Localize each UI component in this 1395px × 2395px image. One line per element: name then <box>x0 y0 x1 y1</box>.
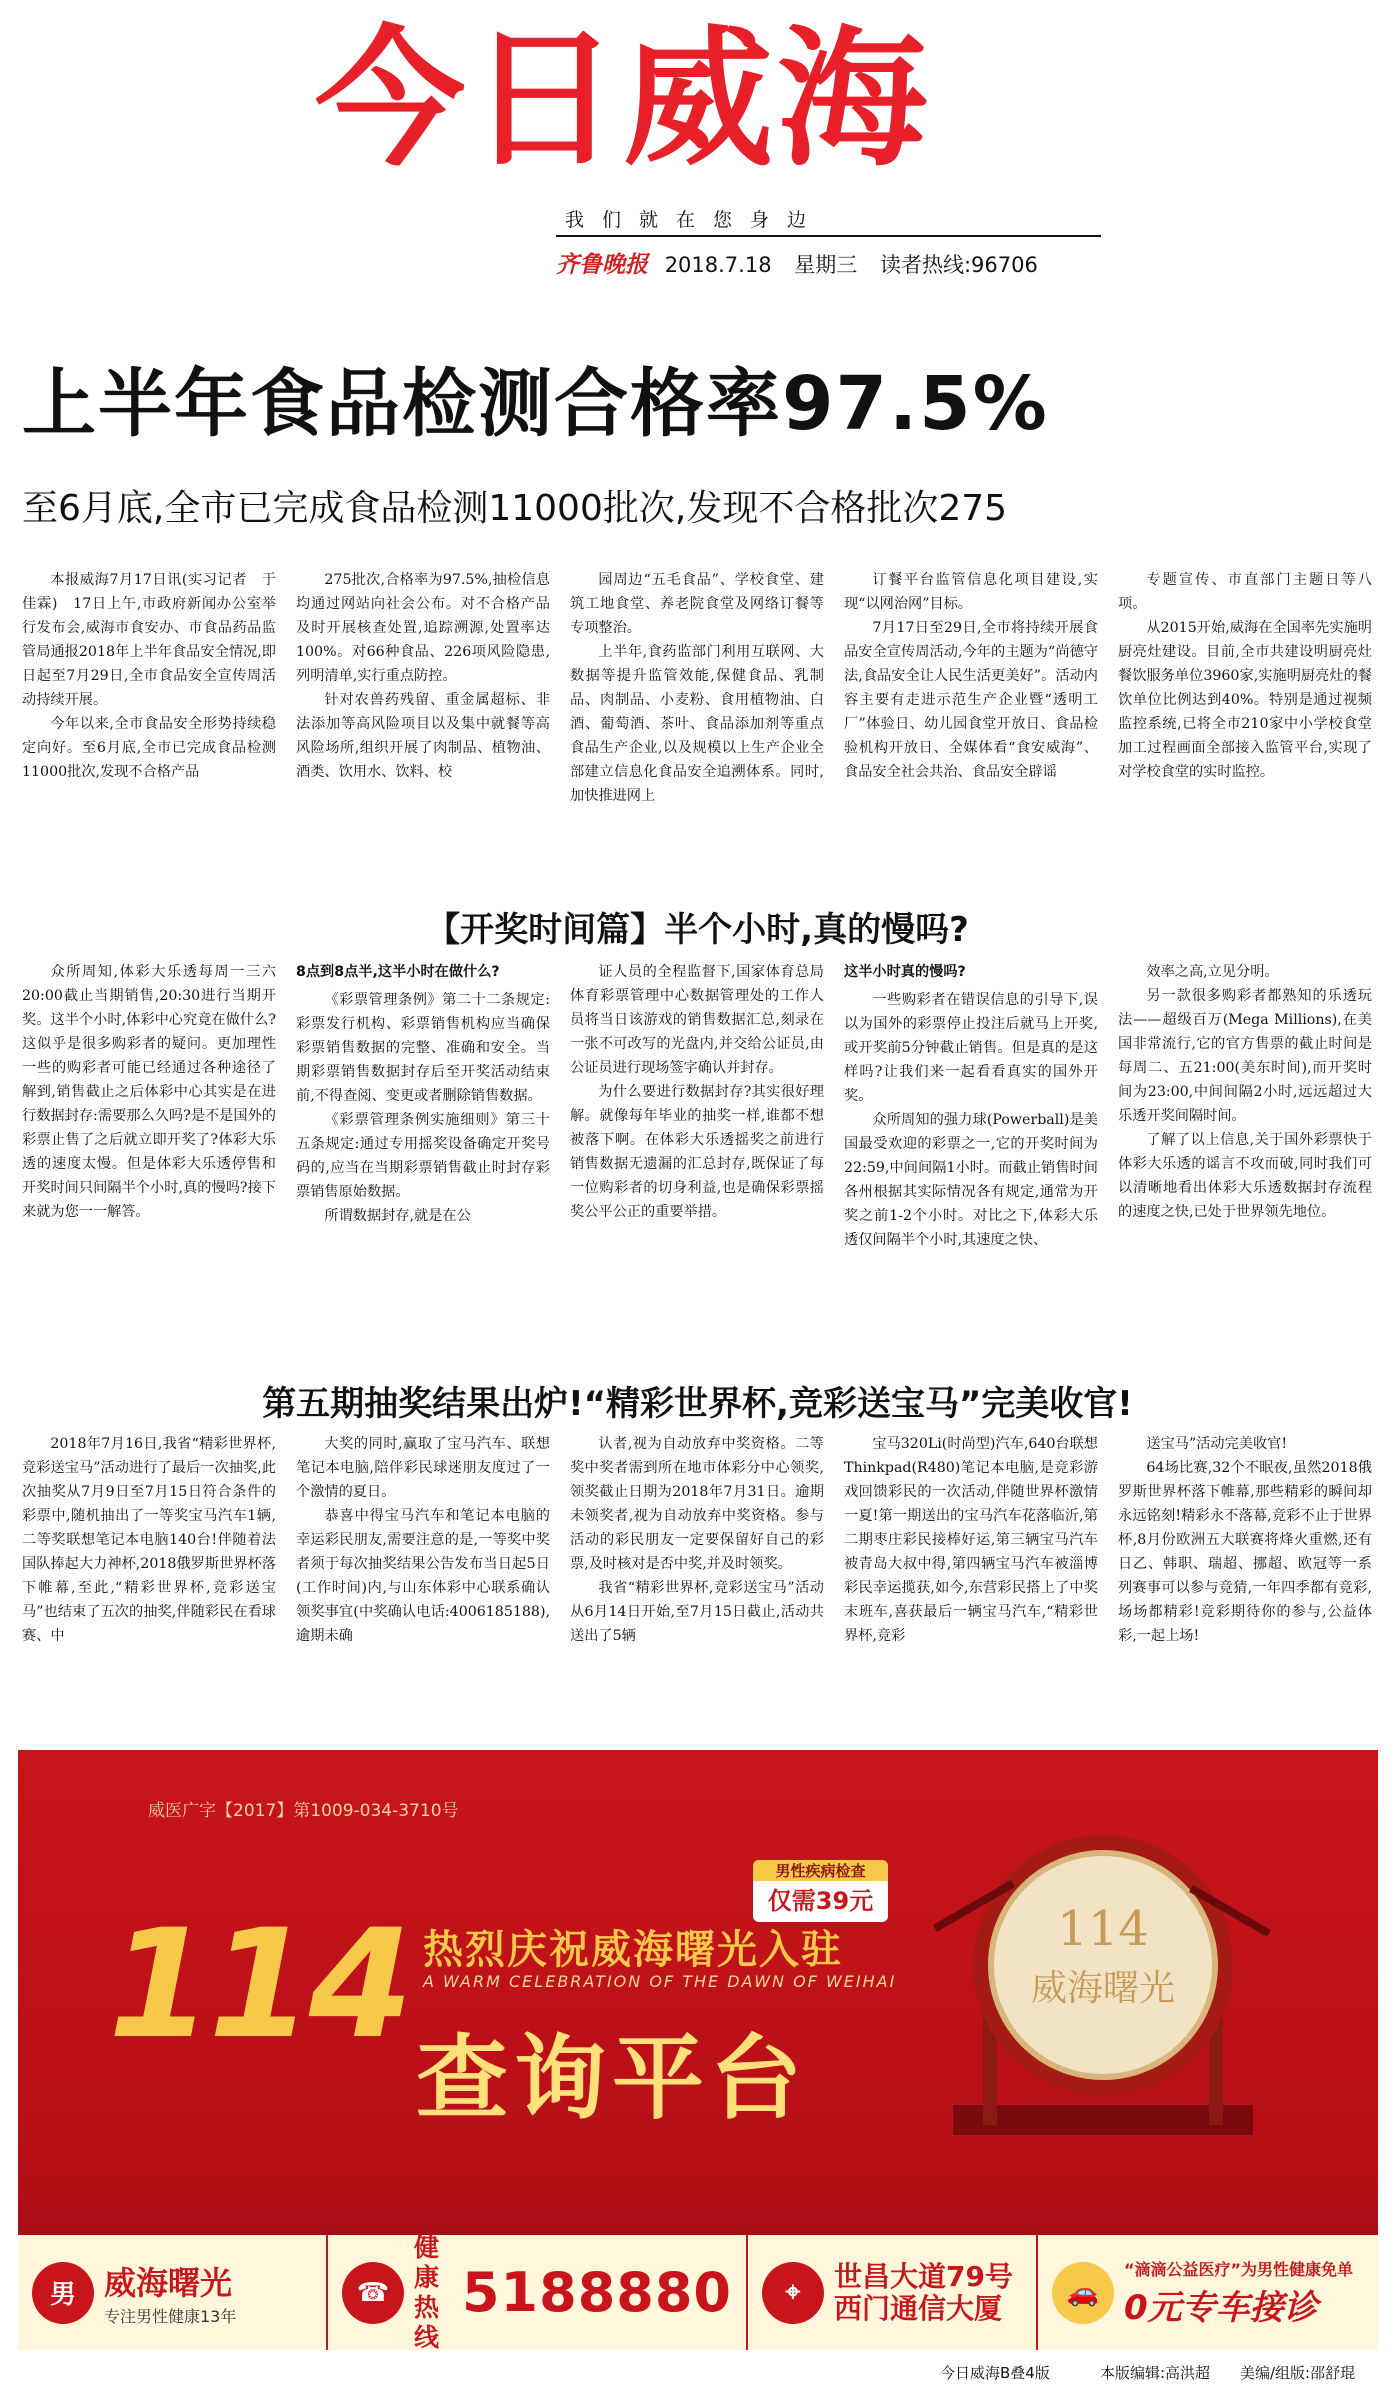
article3-column-3 <box>570 1432 824 1742</box>
location-pin-icon: ⌖ <box>762 2262 824 2324</box>
paragraph: 《彩票管理条例》第二十二条规定:彩票发行机构、彩票销售机构应当确保彩票销售数据的完整、准确和安全。当期彩票销售数据封存后至开奖活动结束前,不得查阅、变更或者删除销售数据。 <box>296 992 550 1104</box>
reader-hotline: 读者热线:96706 <box>879 253 1038 277</box>
brand-name: 威海曙光 <box>104 2264 233 2302</box>
paragraph: 本报威海7月17日讯(实习记者 于佳霖) 17日上午,市政府新闻办公室举行发布会,威海市食安办、市食品药品监管局通报2018年上半年食品安全情况,即日起至7月29日,全市食品安全宣传周活动持续开展。 <box>22 572 276 708</box>
paragraph: 专题宣传、市直部门主题日等八项。 <box>1118 572 1372 612</box>
paper-logo: 齐鲁晚报 <box>556 251 648 278</box>
article3-column-2 <box>296 1432 550 1742</box>
article1-column-4 <box>844 568 1098 898</box>
paragraph: 效率之高,立见分明。 <box>1146 964 1279 980</box>
article3-title: 第五期抽奖结果出炉!“精彩世界杯,竞彩送宝马”完美收官! <box>262 1384 1133 1424</box>
ad-big-number: 114 <box>108 1898 410 2072</box>
hotline-number[interactable]: 5188880 <box>461 2261 732 2324</box>
paragraph: 所谓数据封存,就是在公 <box>324 1208 471 1224</box>
paragraph: 了解了以上信息,关于国外彩票快于体彩大乐透的谣言不攻而破,同时我们可以清晰地看出体彩大乐透数据封存流程的速度之快,已处于世界领先地位。 <box>1118 1132 1372 1220</box>
designer-credit: 美编/组版:邵舒琨 <box>1240 2364 1356 2382</box>
brand-logo-icon: 男 <box>32 2262 94 2324</box>
free-ride-title: 0元专车接诊 <box>1124 2287 1318 2328</box>
address-block <box>748 2235 1038 2350</box>
paragraph: 送宝马”活动完美收官! <box>1146 1436 1288 1452</box>
newspaper-title: 今日威海 <box>315 13 932 187</box>
ad-license: 威医广字【2017】第1009-034-3710号 <box>148 1801 459 1821</box>
article1-column-1 <box>22 568 276 898</box>
article3-column-4 <box>844 1432 1098 1742</box>
paragraph: 园周边“五毛食品”、学校食堂、建筑工地食堂、养老院食堂及网络订餐等专项整治。 <box>570 572 824 636</box>
ad-platform-title: 查询平台 <box>416 2025 809 2132</box>
paragraph: 一些购彩者在错误信息的引导下,误以为国外的彩票停止投注后就马上开奖,或开奖前5分钟截止销售。但是真的是这样吗?让我们来一起看看真实的国外开奖。 <box>844 992 1098 1104</box>
paragraph: 2018年7月16日,我省“精彩世界杯,竞彩送宝马”活动进行了最后一次抽奖,此次抽奖从7月9日至7月15日符合条件的彩票中,随机抽出了一等奖宝马汽车1辆,二等奖联想笔记本电脑140台!伴随着法国队捧起大力神杯,2018俄罗斯世界杯落下帷幕,至此,“精彩世界杯,竞彩送宝马”也结束了五次的抽奖,伴随彩民在看球赛、中 <box>22 1436 276 1644</box>
article1-column-2 <box>296 568 550 898</box>
masthead-divider <box>556 235 1101 237</box>
paragraph: 另一款很多购彩者都熟知的乐透玩法——超级百万(Mega Millions),在美国非常流行,它的官方售票的截止时间是每周二、五21:00(美东时间),而开奖时间为23:00,中间间隔2小时,远远超过大乐透开奖间隔时间。 <box>1118 988 1372 1124</box>
address-line-1: 世昌大道79号 <box>834 2259 1013 2293</box>
issue-weekday: 星期三 <box>794 253 858 277</box>
article1-column-3 <box>570 568 824 898</box>
price-label: 男性疾病检查 <box>753 1860 888 1881</box>
article3-body <box>22 1432 1372 1742</box>
paragraph: 64场比赛,32个不眠夜,虽然2018俄罗斯世界杯落下帷幕,那些精彩的瞬间却永远铭刻!精彩永不落幕,竞彩不止于世界杯,8月份欧洲五大联赛将烽火重燃,还有日乙、韩职、瑞超、挪超、欧冠等一系列赛事可以参与竞猜,一年四季都有竞彩,场场都精彩!竞彩期待你的参与,公益体彩,一起上场! <box>1118 1460 1372 1644</box>
headline: 上半年食品检测合格率97.5% <box>22 361 1049 447</box>
paragraph: 275批次,合格率为97.5%,抽检信息均通过网站向社会公布。对不合格产品及时开展核查处置,追踪溯源,处置率达100%。对66种食品、226项风险隐患,列明清单,实行重点防控。 <box>296 572 550 684</box>
article2-body <box>22 960 1372 1330</box>
paragraph: 大奖的同时,赢取了宝马汽车、联想笔记本电脑,陪伴彩民球迷朋友度过了一个激情的夏日。 <box>296 1436 550 1500</box>
paragraph: 宝马320Li(时尚型)汽车,640台联想Thinkpad(R480)笔记本电脑,是竞彩游戏回馈彩民的一次活动,伴随世界杯激情一夏!第一期送出的宝马汽车花落临沂,第二期枣庄彩民接棒好运,第三辆宝马汽车被青岛大叔中得,第四辆宝马汽车被淄博彩民幸运揽获,如今,东营彩民搭上了中奖末班车,喜获最后一辆宝马汽车,“精彩世界杯,竞彩 <box>844 1436 1098 1644</box>
phone-icon: ☎ <box>342 2262 404 2324</box>
masthead <box>0 0 1395 290</box>
advertisement[interactable] <box>18 1750 1378 2350</box>
ad-english-line: A WARM CELEBRATION OF THE DAWN OF WEIHAI <box>423 1972 897 1991</box>
paragraph: 众所周知的强力球(Powerball)是美国最受欢迎的彩票之一,它的开奖时间为22:59,中间间隔1小时。而截止销售时间各州根据其实际情况各有规定,通常为开奖之前1-2个小时。对比之下,体彩大乐透仅间隔半个小时,其速度之快、 <box>844 1112 1098 1248</box>
paragraph: 认者,视为自动放弃中奖资格。二等奖中奖者需到所在地市体彩分中心领奖,领奖截止日期为2018年7月31日。逾期未领奖者,视为自动放弃中奖资格。参与活动的彩民朋友一定要保留好自己的彩票,及时核对是否中奖,并及时领奖。 <box>570 1436 824 1572</box>
article3-column-1 <box>22 1432 276 1742</box>
slogan: 我们就在您身边 <box>565 209 825 231</box>
paragraph: 上半年,食药监部门利用互联网、大数据等提升监管效能,保健食品、乳制品、肉制品、小麦粉、食用植物油、白酒、葡萄酒、茶叶、食品添加剂等重点食品生产企业,以及规模以上生产企业全部建立信息化食品安全追溯体系。同时,加快推进网上 <box>570 644 824 804</box>
paragraph: 为什么要进行数据封存?其实很好理解。就像每年毕业的抽奖一样,谁都不想被落下啊。在体彩大乐透摇奖之前进行销售数据无遗漏的汇总封存,既保证了每一位购彩者的切身利益,也是确保彩票摇奖公平公正的重要举措。 <box>570 1084 824 1220</box>
section-subhead: 这半小时真的慢吗? <box>844 964 966 980</box>
edition-label: 今日威海B叠4版 <box>940 2364 1050 2382</box>
paragraph: 7月17日至29日,全市将持续开展食品安全宣传周活动,今年的主题为“尚德守法,食品安全让人民生活更美好”。活动内容主要有走进示范生产企业暨“透明工厂”体验日、幼儿园食堂开放日、食品检验机构开放日、全媒体看“食安威海”、食品安全社会共治、食品安全辟谣 <box>844 620 1098 780</box>
free-ride-block <box>1038 2235 1378 2350</box>
paragraph: 订餐平台监管信息化项目建设,实现“以网治网”目标。 <box>844 572 1098 612</box>
hotline-label: 健康 热线 <box>414 2232 440 2350</box>
paragraph: 针对农兽药残留、重金属超标、非法添加等高风险项目以及集中就餐等高风险场所,组织开展了肉制品、植物油、酒类、饮用水、饮料、校 <box>296 692 550 780</box>
article1-column-5 <box>1118 568 1372 898</box>
article2-title: 【开奖时间篇】半个小时,真的慢吗? <box>426 910 969 950</box>
paragraph: 证人员的全程监督下,国家体育总局体育彩票管理中心数据管理处的工作人员将当日该游戏的销售数据汇总,刻录在一张不可改写的光盘内,并交给公证员,由公证员进行现场签字确认并封存。 <box>570 964 824 1076</box>
paragraph: 从2015开始,威海在全国率先实施明厨亮灶建设。目前,全市共建设明厨亮灶餐饮服务单位3960家,实施明厨亮灶的餐饮单位比例达到40%。特别是通过视频监控系统,已将全市210家中小学校食堂加工过程画面全部接入监管平台,实现了对学校食堂的实时监控。 <box>1118 620 1372 780</box>
article3-column-5 <box>1118 1432 1372 1742</box>
section-subhead: 8点到8点半,这半小时在做什么? <box>296 964 500 980</box>
headline-subtitle: 至6月底,全市已完成食品检测11000批次,发现不合格批次275 <box>22 488 1008 529</box>
ad-congrats: 热烈庆祝威海曙光入驻 <box>423 1927 843 1973</box>
paragraph: 《彩票管理条例实施细则》第三十五条规定:通过专用摇奖设备确定开奖号码的,应当在当期彩票销售截止时封存彩票销售原始数据。 <box>296 1112 550 1200</box>
brand-block <box>18 2235 328 2350</box>
price-badge <box>753 1860 888 1922</box>
paragraph: 我省“精彩世界杯,竞彩送宝马”活动从6月14日开始,至7月15日截止,活动共送出了5辆 <box>570 1580 824 1644</box>
car-icon: 🚗 <box>1052 2262 1114 2324</box>
drum-icon <box>913 1805 1293 2185</box>
paragraph: 众所周知,体彩大乐透每周一三六20:00截止当期销售,20:30进行当期开奖。这半个小时,体彩中心究竟在做什么?这似乎是很多购彩者的疑问。更加理性一些的购彩者可能已经通过各种途径了解到,销售截止之后体彩中心其实是在进行数据封存:需要那么久吗?是不是国外的彩票止售了之后就立即开奖了?体彩大乐透的速度太慢。但是体彩大乐透停售和开奖时间只间隔半个小时,真的慢吗?接下来就为您一一解答。 <box>22 964 276 1220</box>
paragraph: 今年以来,全市食品安全形势持续稳定向好。至6月底,全市已完成食品检测11000批次,发现不合格产品 <box>22 716 276 780</box>
article1-body <box>22 568 1372 898</box>
page-footer <box>0 2352 1395 2392</box>
drum-number: 114 <box>1057 1901 1149 1957</box>
free-ride-note: “滴滴公益医疗”为男性健康免单 <box>1124 2259 1354 2279</box>
price-value: 仅需39元 <box>767 1887 874 1915</box>
issue-date: 2018.7.18 <box>664 253 772 277</box>
paragraph: 恭喜中得宝马汽车和笔记本电脑的幸运彩民朋友,需要注意的是,一等奖中奖者须于每次抽奖结果公告发布当日起5日(工作时间)内,与山东体彩中心联系确认领奖事宜(中奖确认电话:4006185188),逾期未确 <box>296 1508 550 1644</box>
address-line-2: 西门通信大厦 <box>834 2291 1003 2325</box>
article2-column-5 <box>1118 960 1372 1330</box>
hotline-block[interactable] <box>328 2232 748 2350</box>
drum-label: 威海曙光 <box>1030 1968 1176 2009</box>
article2-column-1 <box>22 960 276 1330</box>
editor-credit: 本版编辑:高洪超 <box>1100 2364 1211 2382</box>
ad-contact-bar <box>18 2232 1378 2350</box>
brand-slogan: 专注男性健康13年 <box>104 2307 237 2326</box>
article2-column-4 <box>844 960 1098 1330</box>
article2-column-2 <box>296 960 550 1330</box>
masthead-info <box>556 246 1054 279</box>
article2-column-3 <box>570 960 824 1330</box>
